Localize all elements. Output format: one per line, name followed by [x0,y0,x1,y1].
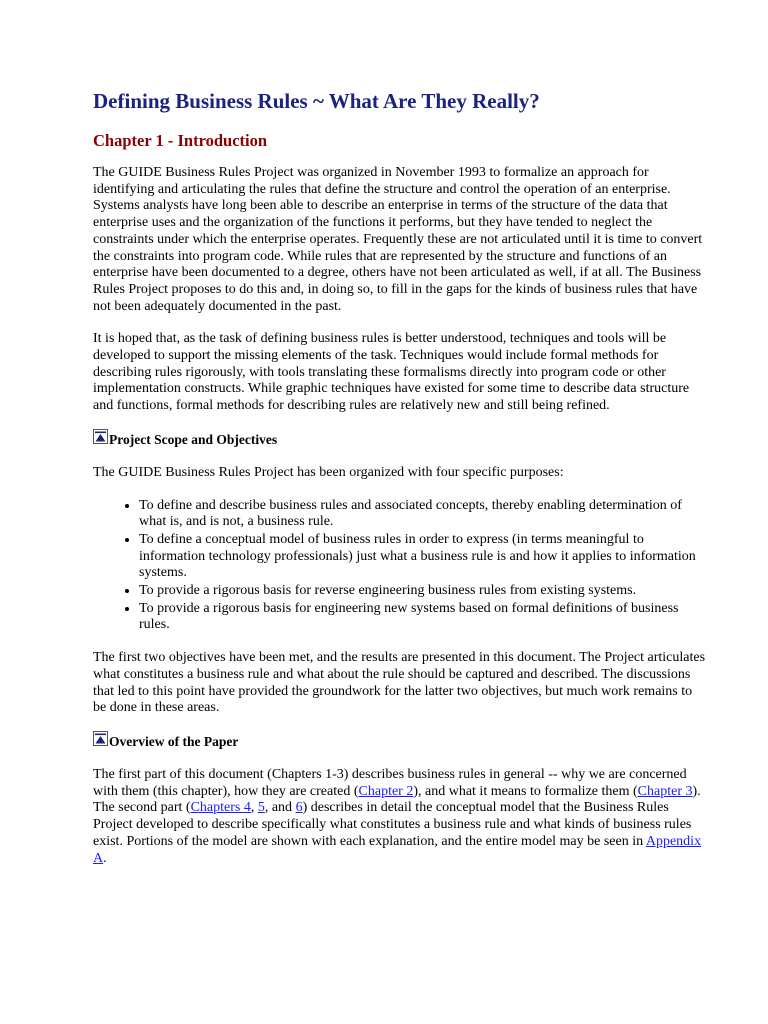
chapter-title: Chapter 1 - Introduction [93,131,268,150]
document-title: Defining Business Rules ~ What Are They Really? [93,89,540,113]
overview-text: ). The second part ( [93,783,701,816]
chapter-2-link[interactable]: Chapter 2 [358,783,414,799]
section-heading-scope [93,431,708,449]
scope-lead-paragraph: The GUIDE Business Rules Project has been organized with four specific purposes: [93,464,564,480]
list-item: • To provide a rigorous basis for reverse engineering business rules from existing systems. [139,583,708,600]
section-heading-overview [93,733,708,751]
list-item: • To define a conceptual model of business rules in order to express (in terms meaningful to information technology professionals) just what a business rule is and how it applies to information systems. [139,532,708,582]
intro-paragraph-1: The GUIDE Business Rules Project was organized in November 1993 to formalize an approach for identifying and articulating the rules that define the structure and control the operation of an enterprise. Systems analysts have long been able to describe an enterprise in terms of the structure of the data that enterprise uses and the organization of the functions it performs, but they have tended to neglect the constraints under which the enterprise operates. Frequently these are not articulated until it is time to convert the constraints into program code. While rules that are represented by the structure and functions of an enterprise have been documented to a degree, others have not been articulated as well, if at all. The Business Rules Project proposes to do this and, in doing so, to fill in the gaps for the kinds of business rules that have not been adequately documented in the past. [93,165,703,314]
overview-paragraph [93,767,708,867]
back-to-top-icon[interactable] [93,429,108,444]
objectives-list [93,498,708,635]
overview-text: , [250,800,258,816]
section-heading-scope-label: Project Scope and Objectives [109,431,278,447]
list-item: • To provide a rigorous basis for engineering new systems based on formal definitions of business rules. [139,601,708,634]
overview-text: , and [264,800,296,816]
intro-paragraph-2: It is hoped that, as the task of defining business rules is better understood, techniques and tools will be developed to support the missing elements of the task. Techniques would include formal methods for describing rules rigorously, with tools translating these formalisms directly into program code or other implementation constructs. While graphic techniques have existed for some time to describe data structure and functions, formal methods for describing rules are relatively new and still being refined. [93,331,690,414]
scope-closing-paragraph: The first two objectives have been met, and the results are presented in this document. The Project articulates what constitutes a business rule and what about the rule should be captured and described. The discussions that led to this point have provided the groundwork for the latter two objectives, but much work remains to be done in these areas. [93,650,706,716]
section-heading-overview-label: Overview of the Paper [109,733,239,749]
list-item: • To define and describe business rules and associated concepts, thereby enabling determination of what is, and is not, a business rule. [139,498,708,531]
overview-text: The first part of this document (Chapters 1-3) describes business rules in general -- why we are concerned with them (this chapter), how they are created ( [93,766,687,799]
chapter-6-link[interactable]: 6 [295,800,303,816]
overview-text: ), and what it means to formalize them ( [413,783,638,799]
chapter-4-link[interactable]: Chapters 4 [190,800,251,816]
chapter-5-link[interactable]: 5 [257,800,265,816]
overview-text: . [103,850,107,866]
back-to-top-icon[interactable] [93,731,108,746]
overview-text: ) describes in detail the conceptual model that the Business Rules Project developed to describe specifically what constitutes a business rule and what kinds of business rules exist. Portions of the model are shown with each explanation, and the entire model may be seen in [93,800,692,849]
chapter-3-link[interactable]: Chapter 3 [637,783,693,799]
appendix-a-link[interactable]: Appendix A [93,833,702,866]
